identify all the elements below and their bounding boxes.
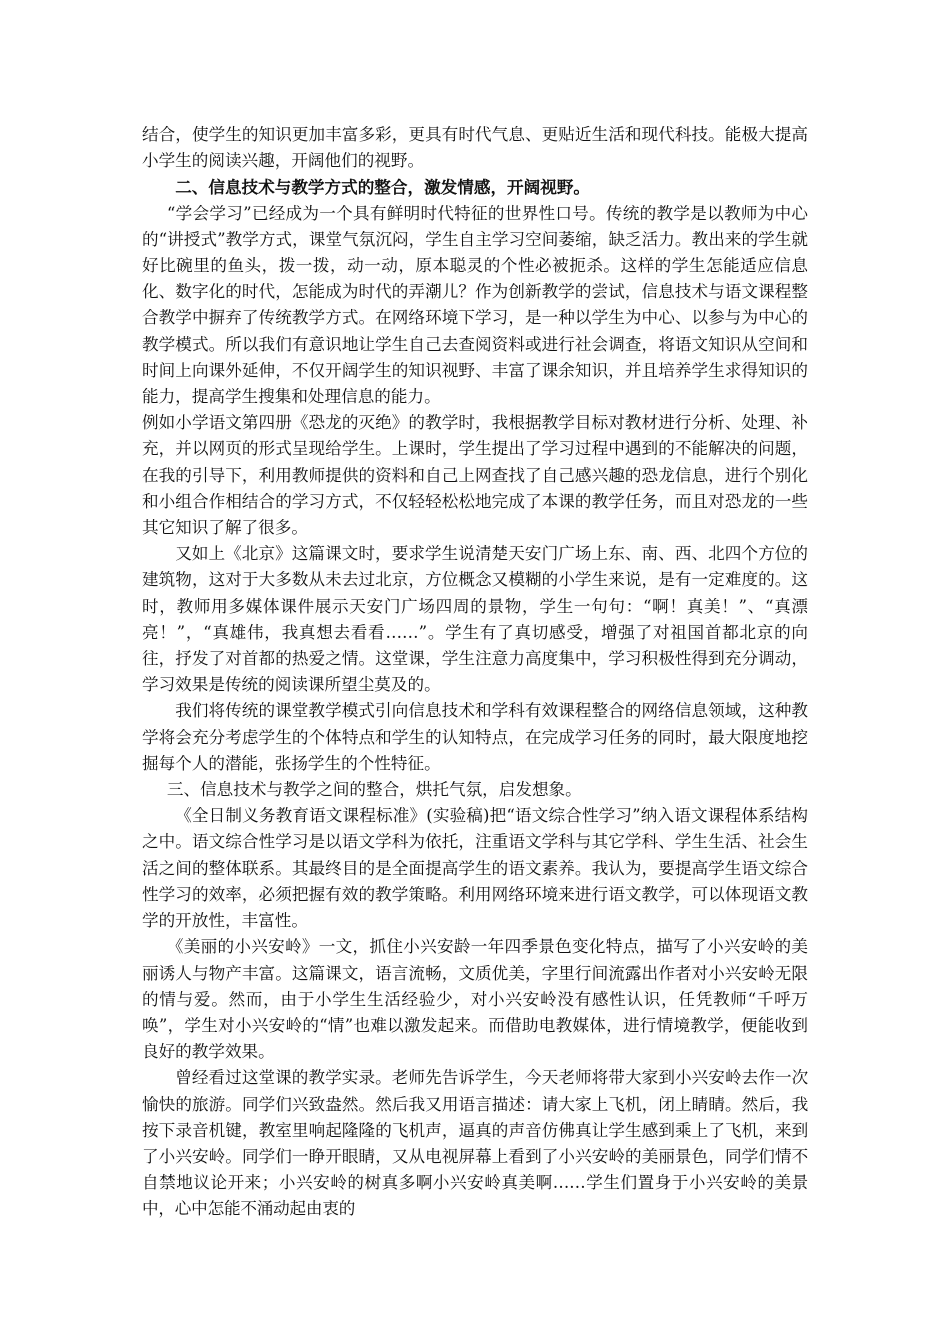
section-heading-3: 三、信息技术与教学之间的整合，烘托气氛，启发想象。 [166, 780, 582, 800]
paragraph-dinosaur-example: 例如小学语文第四册《恐龙的灭绝》的教学时，我根据教学目标对教材进行分析、处理、补充，并以网页的形式呈现给学生。上课时，学生提出了学习过程中遇到的不能解决的问题，在我的引导下，利用教师提供的资料和自己上网查找了自己感兴趣的恐龙信息，进行个别化和小组合作相结合的学习方式，不仅轻轻松松地完成了本课的教学任务，而且对恐龙的一些其它知识了解了很多。 [142, 413, 808, 538]
paragraph-lesson-record: 曾经看过这堂课的教学实录。老师先告诉学生，今天老师将带大家到小兴安岭去作一次愉快的旅游。同学们兴致盎然。然后我又用语言描述：请大家上飞机，闭上睛睛。然后，我按下录音机键，教室里响起隆隆的飞机声，逼真的声音仿佛真让学生感到乘上了飞机，来到了小兴安岭。同学们一睁开眼睛，又从电视屏幕上看到了小兴安岭的美丽景色，同学们情不自禁地议论开来；小兴安岭的树真多啊小兴安岭真美啊……学生们置身于小兴安岭的美景中，心中怎能不涌动起由衷的 [142, 1068, 808, 1219]
document-page [142, 122, 808, 1223]
paragraph-curriculum-standard: 《全日制义务教育语文课程标准》(实验稿)把“语文综合性学习”纳入语文课程体系结构之中。语文综合性学习是以语文学科为依托，注重语文学科与其它学科、学生生活、社会生活之间的整体联系。其最终目的是全面提高学生的语文素养。我认为，要提高学生语文综合性学习的效率，必须把握有效的教学策略。利用网络环境来进行语文教学，可以体现语文教学的开放性，丰富性。 [142, 806, 808, 931]
paragraph-xiaoxinganling: 《美丽的小兴安岭》一文，抓住小兴安龄一年四季景色变化特点，描写了小兴安岭的美丽诱人与物产丰富。这篇课文，语言流畅，文质优美，字里行间流露出作者对小兴安岭无限的情与爱。然而，由于小学生生活经验少，对小兴安岭没有感性认识，任凭教师“千呼万唤”，学生对小兴安岭的“情”也难以激发起来。而借助电教媒体，进行情境教学，便能收到良好的教学效果。 [142, 937, 808, 1062]
section-heading-2: 二、信息技术与教学方式的整合，激发情感，开阔视野。 [175, 177, 591, 198]
paragraph-beijing-example: 又如上《北京》这篇课文时，要求学生说清楚天安门广场上东、南、西、北四个方位的建筑物，这对于大多数从未去过北京，方位概念又模糊的小学生来说，是有一定难度的。这时，教师用多媒体课件展示天安门广场四周的景物，学生一句句：“啊！真美！”、“真漂亮！”，“真雄伟，我真想去看看……”。学生有了真切感受，增强了对祖国首都北京的向往，抒发了对首都的热爱之情。这堂课，学生注意力高度集中，学习积极性得到充分调动，学习效果是传统的阅读课所望尘莫及的。 [142, 544, 808, 695]
paragraph-continuation: 结合，使学生的知识更加丰富多彩，更具有时代气息、更贴近生活和现代科技。能极大提高小学生的阅读兴趣，开阔他们的视野。 [142, 125, 808, 171]
paragraph-network-teaching: 我们将传统的课堂教学模式引向信息技术和学科有效课程整合的网络信息领域，这种教学将会充分考虑学生的个体特点和学生的认知特点，在完成学习任务的同时，最大限度地挖掘每个人的潜能，张扬学生的个性特征。 [142, 701, 808, 773]
paragraph-learning-to-learn: “学会学习”已经成为一个具有鲜明时代特征的世界性口号。传统的教学是以教师为中心的“讲授式”教学方式，课堂气氛沉闷，学生自主学习空间萎缩，缺乏活力。教出来的学生就好比碗里的鱼头，拨一拨，动一动，原本聪灵的个性必被扼杀。这样的学生怎能适应信息化、数字化的时代，怎能成为时代的弄潮儿？作为创新教学的尝试，信息技术与语文课程整合教学中摒弃了传统教学方式。在网络环境下学习，是一种以学生为中心、以参与为中心的教学模式。所以我们有意识地让学生自己去查阅资料或进行社会调查，将语文知识从空间和时间上向课外延伸，不仅开阔学生的知识视野、丰富了课余知识，并且培养学生求得知识的能力，提高学生搜集和处理信息的能力。 [142, 203, 808, 407]
